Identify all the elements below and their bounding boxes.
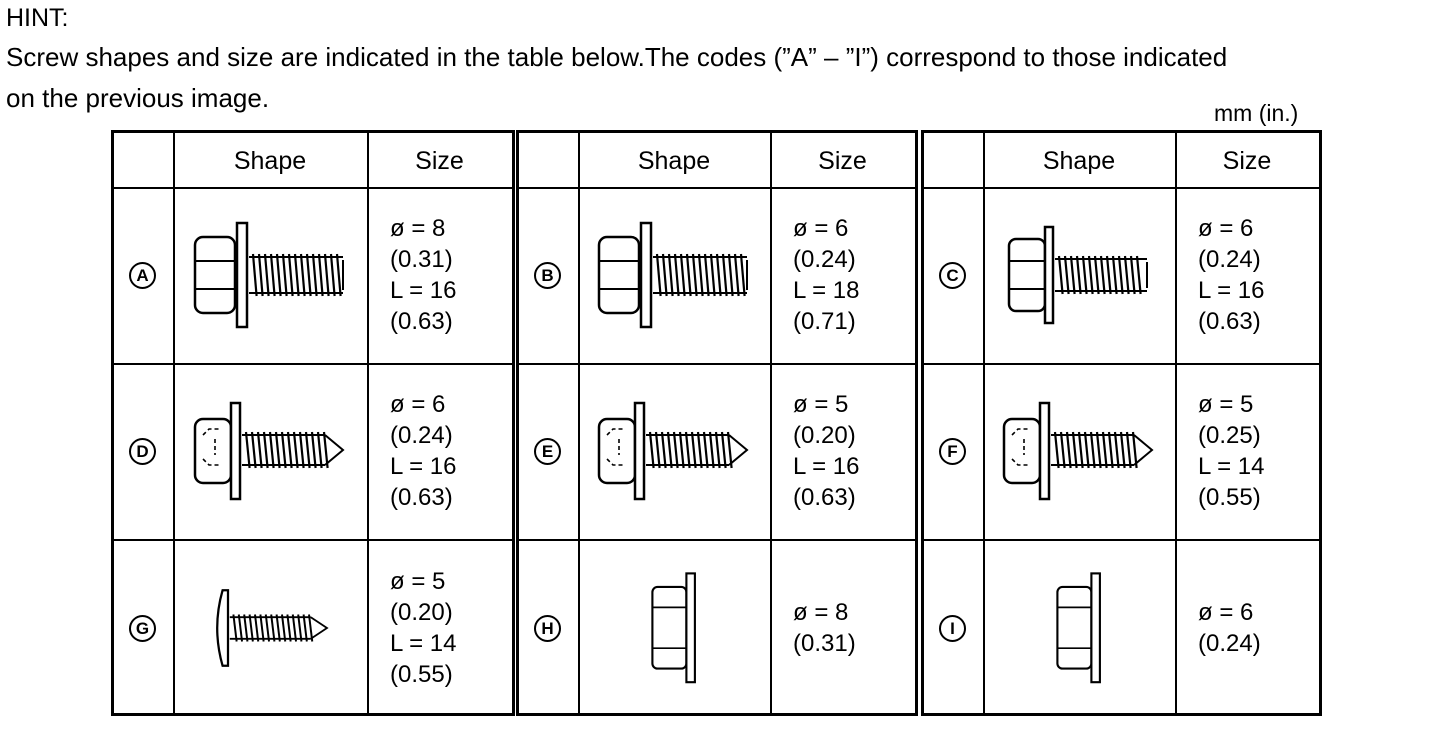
screw-code-c: C <box>939 262 966 289</box>
screw-code-a: A <box>129 262 156 289</box>
screw-size-f <box>1198 389 1265 513</box>
screw-size-g <box>390 566 457 690</box>
screw-size-a <box>390 213 457 337</box>
size-line: ø = 6 <box>390 391 446 418</box>
column-divider <box>173 133 175 713</box>
size-line: L = 18 <box>793 277 860 304</box>
screw-code-i: I <box>939 615 966 642</box>
size-line: (0.20) <box>390 598 453 626</box>
size-line: (0.20) <box>793 422 856 449</box>
screw-size-e <box>793 389 860 513</box>
hex-tapping-screw-washer-icon <box>1002 399 1156 503</box>
size-line: (0.24) <box>1198 246 1261 273</box>
size-line: (0.31) <box>793 629 856 657</box>
hint-label: HINT: <box>6 4 69 32</box>
size-line: ø = 8 <box>390 215 446 242</box>
size-line: (0.63) <box>793 484 856 511</box>
size-line: (0.31) <box>390 246 453 273</box>
size-line: (0.63) <box>1198 308 1261 335</box>
size-line: (0.24) <box>793 246 856 273</box>
units-label: mm (in.) <box>1214 100 1299 126</box>
row-divider <box>924 539 1319 541</box>
hint-text-line-1: Screw shapes and size are indicated in the table below.The codes (”A” – ”I”) correspond to those indicated <box>6 42 1228 72</box>
size-line: (0.24) <box>390 422 453 449</box>
size-line: L = 16 <box>390 453 457 480</box>
row-divider <box>519 539 915 541</box>
column-divider <box>770 133 772 713</box>
size-line: L = 16 <box>793 453 860 480</box>
screw-size-i <box>1198 597 1261 659</box>
size-line: L = 14 <box>1198 453 1265 480</box>
row-divider <box>114 539 512 541</box>
size-line: (0.25) <box>1198 422 1261 449</box>
pan-head-tapping-screw-icon <box>210 583 331 673</box>
size-line: (0.55) <box>1198 484 1261 511</box>
size-line: (0.55) <box>390 660 453 688</box>
screw-code-e: E <box>534 438 561 465</box>
size-line: ø = 6 <box>1198 598 1254 626</box>
hint-text-line-2: on the previous image. <box>6 83 270 113</box>
row-divider <box>114 363 512 365</box>
screw-size-h <box>793 597 856 659</box>
size-line: (0.63) <box>390 484 453 511</box>
header-shape: Shape <box>1042 147 1116 175</box>
hex-bolt-washer-icon <box>597 219 751 331</box>
size-line: L = 16 <box>1198 277 1265 304</box>
row-divider <box>924 363 1319 365</box>
column-divider <box>1175 133 1177 713</box>
screw-code-g: G <box>129 615 156 642</box>
row-divider <box>519 363 915 365</box>
column-divider <box>983 133 985 713</box>
screw-code-b: B <box>534 262 561 289</box>
table-block <box>516 130 918 716</box>
size-line: ø = 8 <box>793 598 849 626</box>
hex-bolt-washer-icon <box>193 219 347 331</box>
header-shape: Shape <box>233 147 307 175</box>
size-line: L = 14 <box>390 629 457 657</box>
screw-table <box>111 130 1322 716</box>
header-size: Size <box>1222 147 1272 175</box>
screw-size-d <box>390 389 457 513</box>
column-divider <box>367 133 369 713</box>
hex-tapping-screw-washer-icon <box>193 399 347 503</box>
flange-nut-icon <box>1054 570 1103 686</box>
hex-tapping-screw-washer-icon <box>597 399 751 503</box>
header-size: Size <box>415 147 464 175</box>
header-shape: Shape <box>637 147 711 175</box>
size-line: (0.63) <box>390 308 453 335</box>
column-divider <box>578 133 580 713</box>
screw-size-b <box>793 213 860 337</box>
size-line: ø = 5 <box>1198 391 1254 418</box>
size-line: (0.24) <box>1198 629 1261 657</box>
screw-code-h: H <box>534 615 561 642</box>
screw-size-c <box>1198 213 1265 337</box>
flange-nut-icon <box>649 570 698 686</box>
size-line: L = 16 <box>390 277 457 304</box>
table-block <box>921 130 1322 716</box>
size-line: ø = 5 <box>793 391 849 418</box>
flange-hex-bolt-icon <box>1007 221 1151 329</box>
screw-code-d: D <box>129 438 156 465</box>
screw-code-f: F <box>939 438 966 465</box>
table-block <box>111 130 515 716</box>
size-line: ø = 5 <box>390 567 446 595</box>
size-line: ø = 6 <box>1198 215 1254 242</box>
size-line: ø = 6 <box>793 215 849 242</box>
size-line: (0.71) <box>793 308 856 335</box>
header-size: Size <box>818 147 867 175</box>
